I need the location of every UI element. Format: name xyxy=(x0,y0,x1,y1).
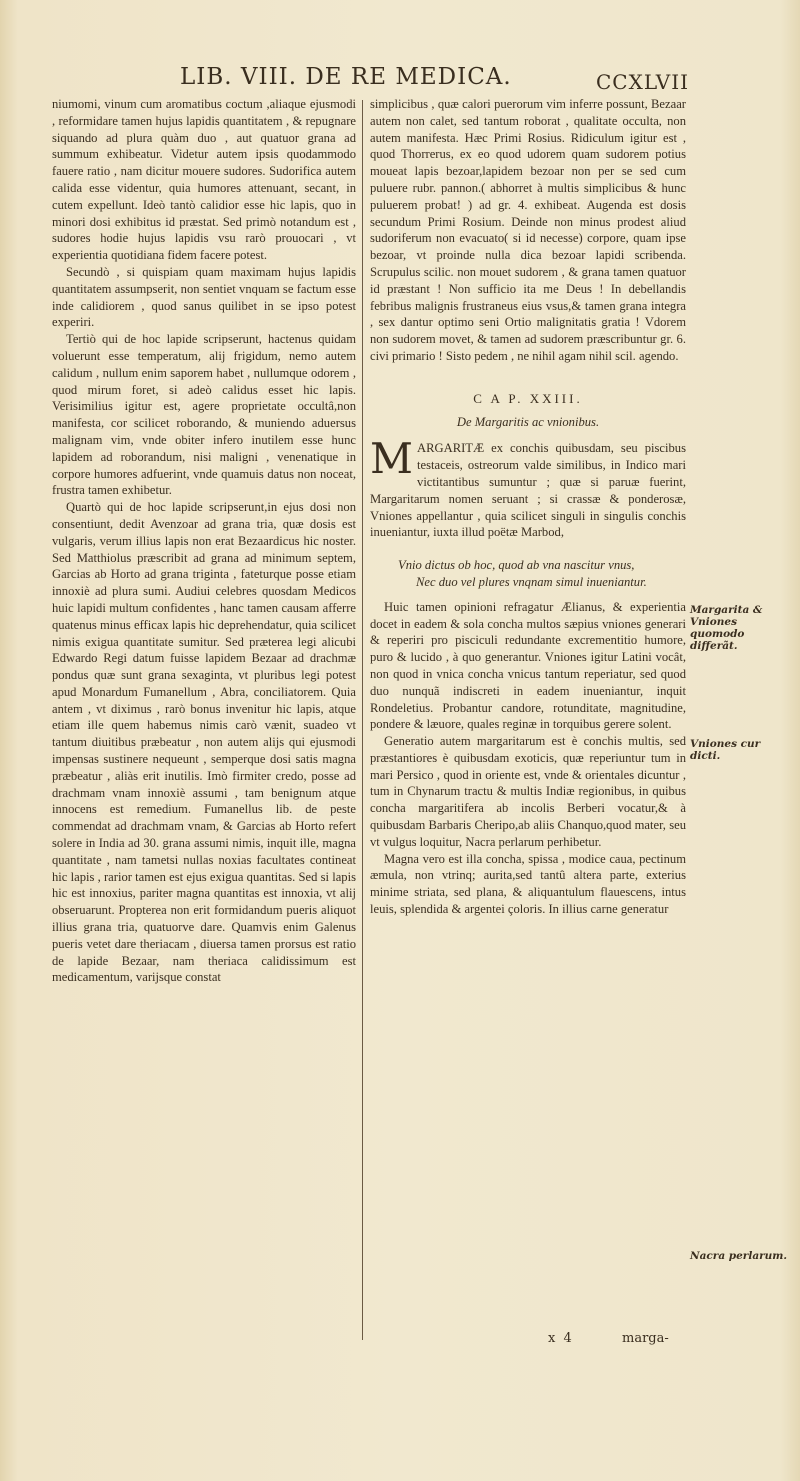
chapter-heading: C A P. XXIII. xyxy=(473,390,583,406)
margin-note: Nacra perlarum. xyxy=(690,1250,788,1262)
page-header xyxy=(0,64,800,98)
paragraph: Secundò , si quispiam quam maximam hujus lapidis quantitatem assumpserit, non sentiet vnquam se factum esse inde calidiorem , quod sanus quilibet in se ipso potest experiri. xyxy=(52,264,356,330)
margin-note: Margarita & Vniones quomodo differãt. xyxy=(690,604,763,652)
chapter-title: De Margaritis ac vnionibus. xyxy=(456,414,600,429)
right-column xyxy=(370,96,686,918)
paragraph: Tertiò qui de hoc lapide scripserunt, hactenus quidam voluerunt esse temperatum, alij frigidum, nemo autem calidum , nullum enim saporem habet , nullumque odorem , quod mirum foret, si adeò calidus esset hic lapis. Verisimilius igitur est, agere proprietate occultâ,non manifesta, cor scilicet roborando, & muniendo aduersus malignam vim, vnde obiter infero inutilem esse hunc lapidem ad roborandum, nisi maligni , venenatique in corpore humores adfuerint, vnde quamuis datus non noceat, frustra tamen exhibetur. xyxy=(52,332,356,498)
paragraph: Quartò qui de hoc lapide scripserunt,in ejus dosi non consentiunt, dedit Avenzoar ad grana tria, quæ dosis est vulgaris, verum illius lapis non erat Bezaardicus hic noster. Sed Matthiolus præscribit ad grana ad minimum septem, Garcias ab Horto ad grana triginta , fateturque posse etiam innoxiè ad plura sumi. Audiui celebres quosdam Medicos huic lapidi multum confidentes , hanc tamen causam afferre quatenus minus efficax lapis hic deprehendatur, quia scilicet nimis exigua quantitate sumitur. Sed præterea legi alicubi Edwardo Regi datum fuisse lapidem Bezaar ad drachmæ pondus quæ sunt grana sexaginta, vt pluribus legi potest apud Monardum Fumanellum , Abra, conciliatorem. Quia antem , vt diximus , rarò bonus invenitur hic lapis, atque etiam ille quem habemus nimis carò vænit, suadeo vt tantum diuitibus præbeatur , non autem alijs qui ejusmodi impensas sustinere nequeunt , semperque dosi satis magna præbeatur , aliàs erit inutilis. Imò firmiter credo, posse ad drachmam vnam innoxiè assumi , tam benignum atque innocens est remedium. Fumanellus lib. de peste commendat ad drachmam vnam, & Garcias ab Horto refert solere in India ad 30. grana assumi nimis, inquit ille, magna quantitate , nam tametsi nullas noxias facultates contineat hic lapis , rarior tamen est ejus exigua quantitas. Sed si lapis hic est innoxius, pariter magna quantitas est innoxia, vt alij obseruarunt. Propterea non erit formidandum pueris aliquot illius grana tria, quatuorve dare. Quamvis enim Galenus pueris vetet dare theriacam , diuersa tamen prorsus est ratio de lapide Bezaar, nam theriaca calidissimum est medicamentum, varijsque constat xyxy=(52,500,356,985)
catchword: marga- xyxy=(622,1331,669,1346)
column-divider xyxy=(362,100,363,1340)
paragraph: Generatio autem margaritarum est è conchis multis, sed præstantiores è quibusdam exoticis, quæ reperiuntur tum in mari Persico , quod in oriente est, vnde & orientales dicuntur , tum in Chynarum tractu & multis Indiæ regionibus, in quibus concha margaritifera ab incolis Berberi vocatur,& à quibusdam Barbaris Cheripo,ab aliis Chanquo,quod mater, seu vt vulgus loquitur, Nacra perlarum perhibetur. xyxy=(370,734,686,849)
margin-note: Vniones cur dicti. xyxy=(690,738,761,762)
paragraph: Huic tamen opinioni refragatur Ælianus, & experientia docet in eadem & sola concha multos sæpius vniones generari & reperiri pro pisciculi redundante excrementitio humore, puro & lucido , à quo generantur. Vniones igitur Latini vocât, non quod in vnica concha vnicus tantum reperiatur, sed quod duo nunquã indiscreti in eadem inueniantur, inquit Rondeletius. Probantur candore, rotunditate, magnitudine, pondere & læuore, quales reginæ in torquibus gerere solent. xyxy=(370,599,686,732)
drop-initial: M xyxy=(370,434,414,484)
verse-quote xyxy=(398,557,686,591)
paragraph-text: ARGARITÆ ex conchis quibusdam, seu piscibus testaceis, ostreorum valde similibus, in Indico mari victitantibus sumuntur ; quæ si paruæ fuerint, Margaritarum nomen seruant ; si crassæ & ponderosæ, Vniones appellantur , quia scilicet singuli in singulis conchis inueniantur, iuxta illud poëtæ Marbod, xyxy=(370,441,686,540)
signature-mark: x 4 xyxy=(548,1331,574,1346)
paragraph: niumomi, vinum cum aromatibus coctum ,aliaque ejusmodi , reformidare tamen hujus lapidis quantitatem , & repugnare siquando ad plura quàm duo , aut quatuor grana ad summum exhibeatur. Videtur autem ipsis quodammodo fauere ratio , nam dicitur mouere sudores. Sudorifica autem calida esse videntur, quia humores attenuant, secant, in cutem expellunt. Ideò tantò calidior esse hic lapis, quo in minori dosi exhibitus id præstat. Sed primò notandum est , sudores hodie hujus lapidis vsu rarò prouocari , vt experientia quotidiana fidem facere potest. xyxy=(52,97,356,263)
running-title: LIB. VIII. DE RE MEDICA. xyxy=(180,64,512,90)
folio-number: CCXLVII xyxy=(596,70,689,94)
paragraph: Magna vero est illa concha, spissa , modice caua, pectinum æmula, non vtrinq; aurita,sed tantû altera parte, exterius minime striata, sed plana, & aliquantulum flauescens, intus leuis, splendida & argentei çoloris. In illius carne generatur xyxy=(370,851,686,917)
left-column xyxy=(52,96,356,986)
verse-line: Nec duo vel plures vnqnam simul inueniantur. xyxy=(416,574,647,589)
paragraph: simplicibus , quæ calori puerorum vim inferre possunt, Bezaar autem non calet, sed tantum roborat , qualitate occulta, non autem manifesta. Hæc Primi Rosius. Ridiculum igitur est , quod Thorrerus, ex eo quod udorem quam sudorem potius moueat lapis bezoar,lapidem bezoar non per se sed cum puluere rubr. pannon.( abhorret à multis simplicibus & hunc puluerem probat! ) ad gr. 4. exhibeat. Augenda est dosis secundum Primi Rosium. Deinde non minus prodest aliud sudoriferum non evacuato( si id necesse) corpore, quam ipse bezoar, vt proinde nulla dica bezoar lapidi scribenda. Scrupulus scilic. non mouet sudorem , & grana tamen quatuor id præstant ! Non sufficio ita me Deus ! In debellandis febribus malignis frustraneus eius vsus,& tamen grana integra , sex dantur optimo seni Ortio malignitatis gratia ! Vdorem non sudorem movet, & tamen ad sudorem præscribuntur gr. 6. civi primario ! Sisto pedem , ne nihil agam nihil scil. agendo. xyxy=(370,97,686,363)
paragraph xyxy=(370,434,686,541)
verse-line: Vnio dictus ob hoc, quod ab vna nascitur vnus, xyxy=(398,558,635,573)
